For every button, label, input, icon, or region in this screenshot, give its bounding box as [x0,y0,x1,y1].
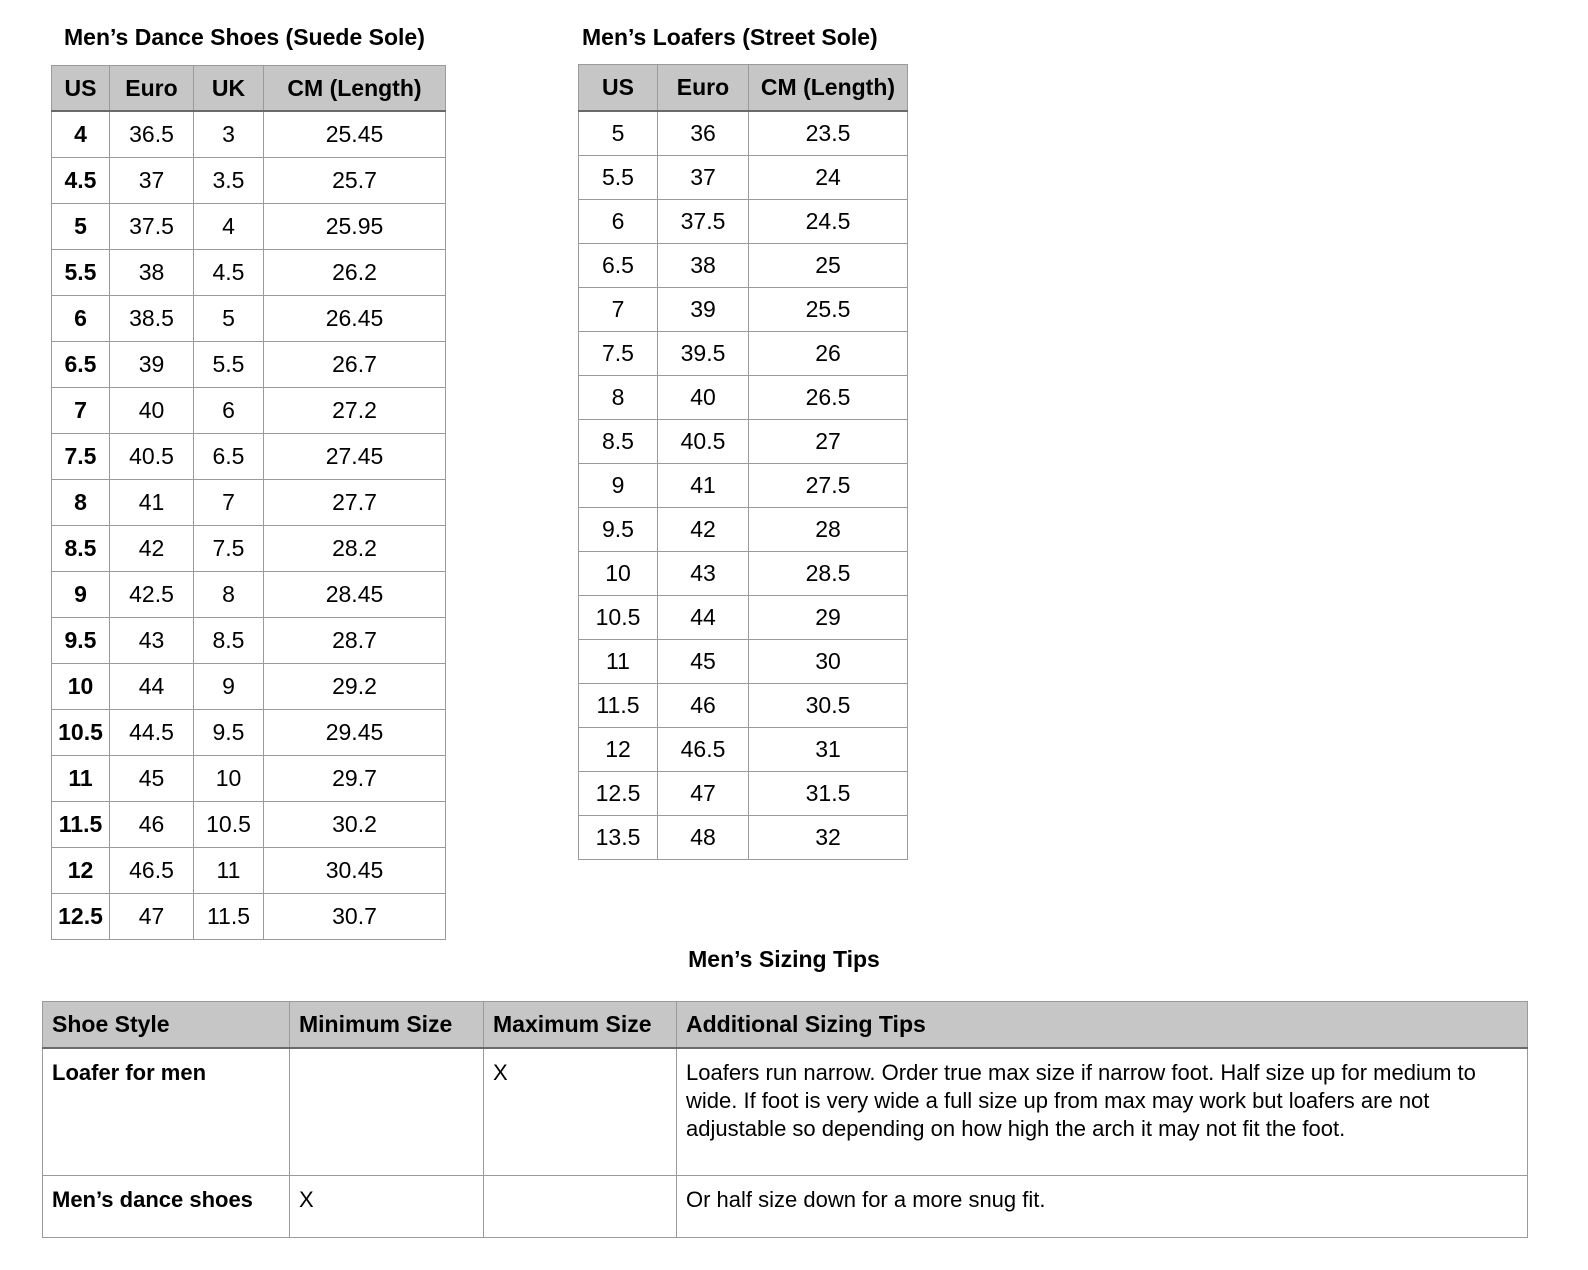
column-header: CM (Length) [749,65,908,112]
table-row [52,158,446,204]
column-header: Additional Sizing Tips [677,1002,1528,1049]
table-cell: 7.5 [194,526,264,572]
table-cell: 40.5 [658,420,749,464]
table-cell: 5 [579,111,658,156]
table-cell: 11 [52,756,110,802]
table-cell: 29 [749,596,908,640]
table-cell: 6.5 [52,342,110,388]
table-cell: Men’s dance shoes [43,1175,290,1237]
column-header: CM (Length) [264,66,446,112]
table-cell: 43 [658,552,749,596]
table-cell: 3 [194,111,264,158]
table-cell: 46 [110,802,194,848]
table-cell: 7 [52,388,110,434]
table-cell: 24.5 [749,200,908,244]
table-row [579,816,908,860]
table-row [52,894,446,940]
table-row [52,296,446,342]
table-row [579,244,908,288]
table-row [579,332,908,376]
table-cell: 44 [658,596,749,640]
table-row [52,111,446,158]
table-row [579,684,908,728]
table-cell: 9.5 [579,508,658,552]
table-cell: 44 [110,664,194,710]
column-header: Euro [110,66,194,112]
table-cell: X [484,1048,677,1175]
table-cell: 46 [658,684,749,728]
sizing-tips-table [42,1001,1528,1238]
table-cell: 40 [110,388,194,434]
column-header: Maximum Size [484,1002,677,1049]
table-cell: 30.5 [749,684,908,728]
table-header-row [43,1002,1528,1049]
table-cell: 32 [749,816,908,860]
table-row [52,664,446,710]
table-cell: 8.5 [194,618,264,664]
table-cell: 9 [579,464,658,508]
table-cell: 7 [579,288,658,332]
table-cell: 26.7 [264,342,446,388]
dance-size-table [51,65,446,940]
table-cell: 4.5 [194,250,264,296]
table-cell: 6 [52,296,110,342]
table-cell: 36 [658,111,749,156]
column-header: US [52,66,110,112]
table-cell: 11.5 [52,802,110,848]
table-cell: 10.5 [579,596,658,640]
table-cell: 8 [579,376,658,420]
table-cell: X [290,1175,484,1237]
table-row [579,552,908,596]
table-cell: 30.7 [264,894,446,940]
table-cell: 41 [110,480,194,526]
table-row [52,710,446,756]
table-cell: Loafers run narrow. Order true max size if narrow foot. Half size up for medium to wide. If foot is very wide a full size up from max may work but loafers are not adjustable so depending on how high the arch it may not fit the foot. [677,1048,1528,1175]
table-cell: 3.5 [194,158,264,204]
table-cell: 25.45 [264,111,446,158]
column-header: UK [194,66,264,112]
table-cell: 7 [194,480,264,526]
table-cell: Loafer for men [43,1048,290,1175]
table-row [52,572,446,618]
tips-table-title: Men’s Sizing Tips [688,946,880,972]
table-cell: 25.5 [749,288,908,332]
table-cell: 27.45 [264,434,446,480]
table-cell: 39 [658,288,749,332]
table-cell: 11 [579,640,658,684]
table-cell: 42 [658,508,749,552]
table-cell: 25.7 [264,158,446,204]
table-cell: 29.45 [264,710,446,756]
table-cell: 9.5 [52,618,110,664]
table-cell: 26.5 [749,376,908,420]
table-cell: 28.5 [749,552,908,596]
table-cell: 31 [749,728,908,772]
dance-table-title: Men’s Dance Shoes (Suede Sole) [64,24,425,50]
table-cell: 39.5 [658,332,749,376]
table-cell: 5.5 [579,156,658,200]
table-cell: 26.2 [264,250,446,296]
table-cell: 40 [658,376,749,420]
table-cell: 7.5 [579,332,658,376]
table-cell: 27.5 [749,464,908,508]
table-cell: 30.45 [264,848,446,894]
table-row [52,802,446,848]
table-cell: 12 [52,848,110,894]
table-cell [484,1175,677,1237]
table-cell: 42 [110,526,194,572]
column-header: Shoe Style [43,1002,290,1049]
table-row [579,640,908,684]
table-cell: 10.5 [194,802,264,848]
table-row [52,204,446,250]
table-cell: 4.5 [52,158,110,204]
table-cell: 5.5 [52,250,110,296]
table-cell: 9 [52,572,110,618]
table-row [52,756,446,802]
table-cell: 43 [110,618,194,664]
column-header: US [579,65,658,112]
table-cell: 42.5 [110,572,194,618]
table-cell [290,1048,484,1175]
loafer-table-title: Men’s Loafers (Street Sole) [582,24,878,50]
table-cell: 9 [194,664,264,710]
table-cell: 37 [110,158,194,204]
table-row [52,526,446,572]
table-cell: 46.5 [658,728,749,772]
table-row [52,848,446,894]
table-cell: 47 [110,894,194,940]
table-cell: 11.5 [579,684,658,728]
table-cell: 44.5 [110,710,194,756]
table-cell: 28.2 [264,526,446,572]
table-cell: 11.5 [194,894,264,940]
table-cell: 4 [194,204,264,250]
table-cell: 23.5 [749,111,908,156]
table-cell: 29.7 [264,756,446,802]
table-cell: 10.5 [52,710,110,756]
table-header-row [579,65,908,112]
table-cell: 46.5 [110,848,194,894]
table-cell: 8.5 [52,526,110,572]
table-row [52,342,446,388]
table-cell: 10 [52,664,110,710]
table-cell: 38.5 [110,296,194,342]
table-cell: 38 [658,244,749,288]
table-cell: 12.5 [579,772,658,816]
table-cell: 37.5 [658,200,749,244]
table-cell: 36.5 [110,111,194,158]
table-header-row [52,66,446,112]
table-cell: 29.2 [264,664,446,710]
loafer-size-table [578,64,908,860]
table-row [579,288,908,332]
table-cell: 10 [194,756,264,802]
table-cell: 27.2 [264,388,446,434]
table-row [579,376,908,420]
table-cell: 6.5 [194,434,264,480]
column-header: Minimum Size [290,1002,484,1049]
table-cell: 6.5 [579,244,658,288]
table-cell: 12.5 [52,894,110,940]
table-cell: 9.5 [194,710,264,756]
table-row [579,156,908,200]
table-row [579,420,908,464]
table-cell: 38 [110,250,194,296]
table-cell: 8.5 [579,420,658,464]
table-row [579,200,908,244]
table-cell: 45 [110,756,194,802]
table-cell: 37 [658,156,749,200]
table-row [579,728,908,772]
table-cell: 8 [194,572,264,618]
table-row [579,596,908,640]
table-row [52,388,446,434]
table-cell: 5.5 [194,342,264,388]
table-cell: 47 [658,772,749,816]
table-cell: 25 [749,244,908,288]
table-cell: 28.45 [264,572,446,618]
table-row [52,434,446,480]
table-cell: 25.95 [264,204,446,250]
table-cell: 26.45 [264,296,446,342]
table-cell: 27 [749,420,908,464]
column-header: Euro [658,65,749,112]
table-cell: 6 [194,388,264,434]
table-cell: 45 [658,640,749,684]
table-cell: 13.5 [579,816,658,860]
table-cell: 5 [194,296,264,342]
table-row [52,250,446,296]
table-cell: 7.5 [52,434,110,480]
table-row [43,1175,1528,1237]
table-cell: 48 [658,816,749,860]
table-row [52,618,446,664]
table-cell: 10 [579,552,658,596]
table-cell: 26 [749,332,908,376]
table-row [579,111,908,156]
table-cell: 11 [194,848,264,894]
table-row [43,1048,1528,1175]
table-cell: 5 [52,204,110,250]
table-cell: Or half size down for a more snug fit. [677,1175,1528,1237]
table-cell: 37.5 [110,204,194,250]
table-cell: 27.7 [264,480,446,526]
table-row [579,772,908,816]
table-cell: 40.5 [110,434,194,480]
table-row [52,480,446,526]
table-cell: 28 [749,508,908,552]
table-cell: 30 [749,640,908,684]
table-cell: 41 [658,464,749,508]
table-cell: 30.2 [264,802,446,848]
table-cell: 24 [749,156,908,200]
table-cell: 4 [52,111,110,158]
table-cell: 39 [110,342,194,388]
table-cell: 8 [52,480,110,526]
table-cell: 28.7 [264,618,446,664]
table-cell: 31.5 [749,772,908,816]
table-row [579,464,908,508]
table-cell: 12 [579,728,658,772]
table-row [579,508,908,552]
table-cell: 6 [579,200,658,244]
